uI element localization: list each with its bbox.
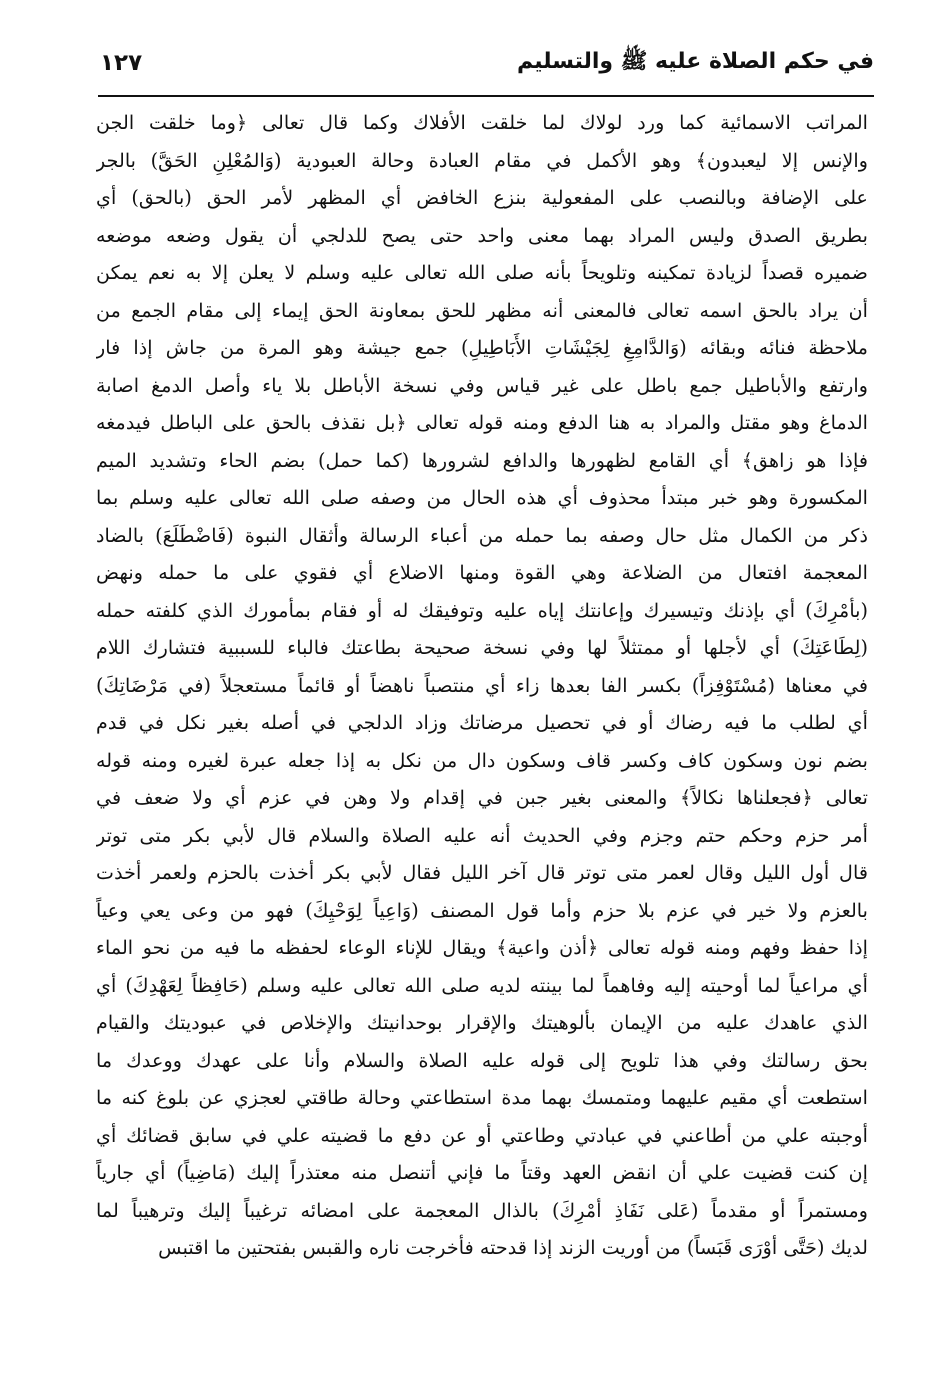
text-line: قال أول الليل وقال لعمر متى توتر قال آخر الليل فقال لأبي بكر أخذت بالحزم ولعمر أخذت	[96, 861, 868, 884]
text-line: المكسورة وهو خبر مبتدأ محذوف أي هذه الحال من وصفه صلى الله تعالى عليه وسلم بما	[96, 486, 868, 509]
text-line: المعجمة افتعال من الضلاعة وهي القوة ومنها الاضلاع أي فقوي على ما حمله ونهض	[96, 561, 868, 584]
text-line: والإنس إلا ليعبدون﴾ وهو الأكمل في مقام العبادة وحالة العبودية (وَالمُعْلِنِ الحَقَّ) بالجر	[96, 148, 868, 172]
page-number: ١٢٧	[100, 50, 143, 76]
text-line: فإذا هو زاهق﴾ أي القامع لظهورها والدافع لشرورها (كما حمل) بضم الحاء وتشديد الميم	[96, 448, 868, 472]
text-line: (لِطَاعَتِكَ) أي لأجلها أو ممتثلاً لها وفي نسخة صحيحة بطاعتك فالباء للسببية فتشارك اللام	[96, 636, 868, 659]
text-line: بحق رسالتك وفي هذا تلويح إلى قوله عليه الصلاة والسلام وأنا على عهدك ووعدك ما	[96, 1048, 868, 1072]
text-line: في معناها (مُسْتَوْفِزاً) بكسر الفا بعدها زاء أي منتصباً ناهضاً أو قائماً مستعجلاً (في مَرْضَاتِكَ)	[96, 673, 868, 697]
text-line: (بأمْرِكَ) أي بإذنك وتيسيرك وإعانتك إياه عليه وتوفيقك له أو فقام بمأمورك الذي كلفته حمله	[96, 598, 868, 622]
text-line: أي مراعياً لما أوحيته إليه وفاهماً لما بينته لديه صلى الله تعالى عليه وسلم (حَافِظاً لِعَهْدِكَ) أي	[96, 973, 868, 997]
text-line: وارتفع والأباطيل جمع باطل على غير قياس وفي نسخة الأباطل بلا ياء وأصل الدمغ اصابة	[96, 373, 868, 397]
text-line: لديك (حَتَّى أوْرَى قَبَساً) من أوريت الزند إذا قدحته فأخرجت ناره والقبس بفتحتين ما اقتبس	[158, 1236, 868, 1259]
header-rule	[98, 95, 874, 97]
text-line: أوجبته علي من أطاعني في عبادتي وطاعتي أو عن دفع ما قضيته علي في سابق قضائك أي	[96, 1123, 868, 1147]
text-line: على الإضافة وبالنصب على المفعولية بنزع الخافض أي المظهر لأمر الحق (بالحق) أي	[96, 186, 868, 209]
body-text	[96, 104, 868, 1267]
text-line: أن يراد بالحق اسمه تعالى فالمعنى أنه مظهر للحق بمعاونة الحق إيماء إلى مقام الجمع من	[96, 298, 868, 322]
text-line: بضم نون وسكون كاف وكسر قاف وسكون دال من نكل به إذا جعله عبرة لغيره ومنه قوله	[96, 748, 868, 772]
text-line: ذكر من الكمال مثل حال وصفه بما حمله من أعباء الرسالة وأثقال النبوة (فَاضْطَلَعَ) بالضاد	[96, 523, 868, 547]
text-line: ملاحظة فنائه وبقائه (وَالدَّامِغِ لِجَيْشَاتِ الأَبَاطِيلِ) جمع جيشة وهو المرة من جاش إذا فار	[96, 336, 868, 359]
text-line: استطعت أي مقيم عليهما ومتمسك بهما مدة استطاعتي وحالة طاقتي لعجزي عن بلوغ كنه ما	[96, 1086, 868, 1109]
text-line: إن كنت قضيت علي أن انقض العهد وقتاً ما فإني أتنصل منه معتذراً إليك (مَاضِياً) أي جارياً	[96, 1161, 868, 1184]
text-line: الدماغ وهو مقتل والمراد به هنا الدفع ومنه قوله تعالى ﴿بل نقذف بالحق على الباطل فيدمغه	[96, 411, 868, 434]
text-line: بالعزم ولا خير في عزم بلا حزم وأما قول المصنف (وَاعِياً لِوَحْيِكَ) فهو من وعى يعي وعياً	[96, 898, 868, 922]
text-line: إذا حفظ وفهم ومنه قوله تعالى ﴿أذن واعية﴾ ويقال للإناء الوعاء لحفظه ما فيه من نحو الماء	[96, 936, 868, 959]
text-line: بطريق الصدق وليس المراد بهما معنى واحد حتى يصح للدلجي أن يقول وضعه موضعه	[96, 223, 868, 247]
text-line: ومستمراً أو مقدماً (عَلى نَفَاذِ أمْرِكَ) بالذال المعجمة على امضائه ترغيباً إليك وترهيباً لما	[96, 1198, 868, 1222]
text-line: الذي عاهدك عليه من الإيمان بألوهيتك والإقرار بوحدانيتك والإخلاص في عبوديتك والقيام	[96, 1011, 868, 1034]
page-header	[100, 40, 874, 86]
text-line: ضميره قصداً لزيادة تمكينه وتلويحاً بأنه صلى الله تعالى عليه وسلم لا يعلن إلا به نعم يمكن	[96, 261, 868, 284]
text-line: تعالى ﴿فجعلناها نكالاً﴾ والمعنى بغير جبن في إقدام ولا وهن في عزم أي ولا ضعف في	[96, 786, 868, 809]
running-title: في حكم الصلاة عليه ﷺ والتسليم	[517, 49, 874, 74]
text-line: المراتب الاسمائية كما ورد لولاك لما خلقت الأفلاك وكما قال تعالى ﴿وما خلقت الجن	[96, 111, 868, 134]
text-line: أي لطلب ما فيه رضاك أو في تحصيل مرضاتك وزاد الدلجي في أصله بغير نكل في قدم	[96, 711, 868, 734]
text-line: أمر حزم وحكم حتم وجزم وفي الحديث أنه عليه الصلاة والسلام قال لأبي بكر متى توتر	[96, 823, 868, 847]
